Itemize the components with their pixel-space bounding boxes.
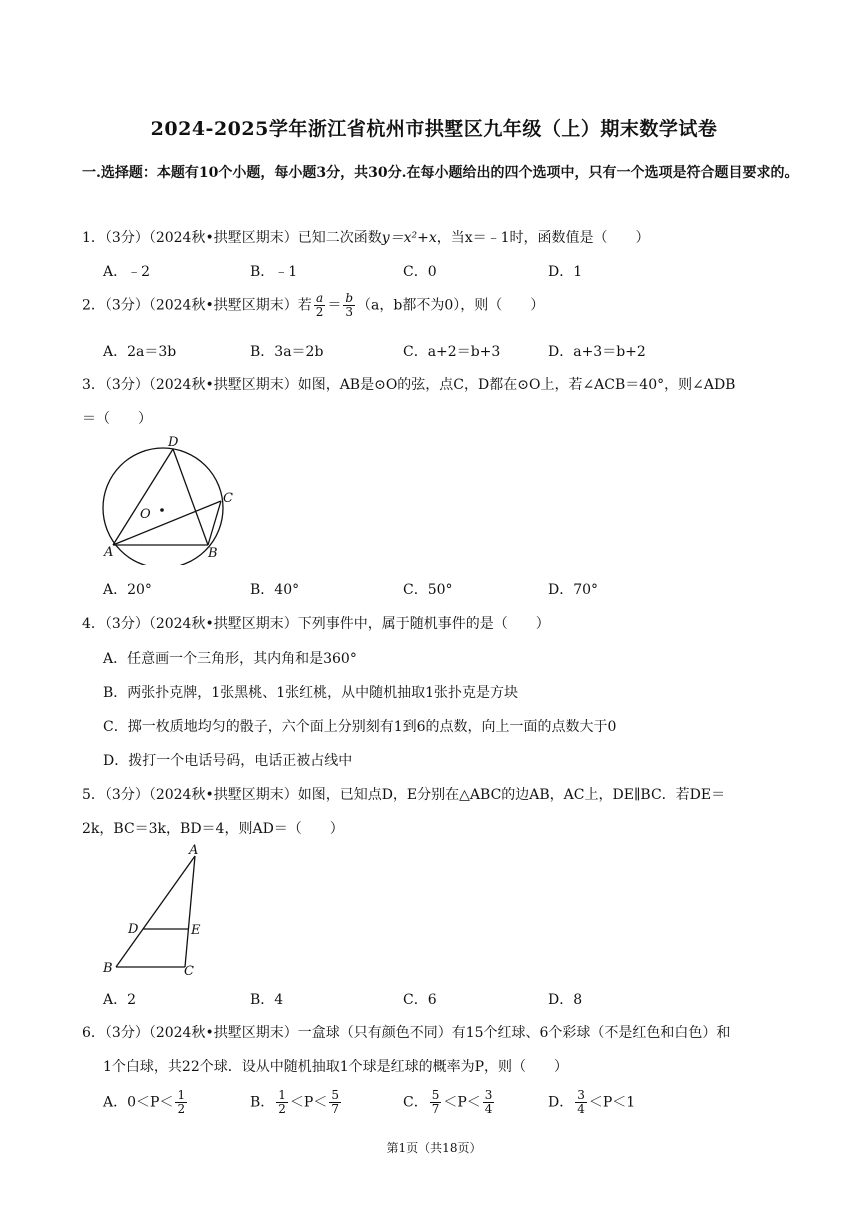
option-label: C． xyxy=(403,1094,428,1111)
question-5-option-d: D．8 xyxy=(548,992,583,1008)
question-5-option-a: A．2 xyxy=(103,992,137,1008)
label-b: B xyxy=(103,961,113,976)
option-inequality: ＜P＜ xyxy=(289,1094,328,1111)
fraction-denominator: 4 xyxy=(577,1102,585,1116)
page-title: 2024-2025学年浙江省杭州市拱墅区九年级（上）期末数学试卷 xyxy=(150,118,718,140)
question-2-fraction-b xyxy=(343,292,355,319)
fraction-denominator: 4 xyxy=(484,1102,493,1116)
option-fraction xyxy=(175,1089,187,1116)
question-4-option-c: C．掷一枚质地均匀的骰子，六个面上分别刻有1到6的点数，向上一面的点数大于0 xyxy=(103,719,617,735)
question-6-option-b xyxy=(250,1089,343,1116)
question-3-option-c: C．50° xyxy=(403,582,453,598)
question-6-option-c xyxy=(403,1089,496,1116)
question-2-option-d: D．a+3＝b+2 xyxy=(548,344,646,360)
option-fraction-right xyxy=(483,1089,495,1116)
question-5-stem-line1: 5．（3分）（2024秋•拱墅区期末）如图，已知点D，E分别在△ABC的边AB，AC上，DE∥BC．若DE＝ xyxy=(82,787,726,803)
question-5-stem-line2: 2k，BC＝3k，BD＝4，则AD＝（ ） xyxy=(82,821,344,837)
fraction-numerator: a xyxy=(314,292,326,306)
question-4-stem: 4．（3分）（2024秋•拱墅区期末）下列事件中，属于随机事件的是（ ） xyxy=(82,616,550,632)
option-fraction-left xyxy=(430,1089,442,1116)
question-2-suffix: （a，b都不为0），则（ ） xyxy=(357,297,545,314)
fraction-numerator: 1 xyxy=(278,1088,286,1102)
question-3-stem-line2: ＝（ ） xyxy=(82,411,152,427)
question-1-option-a: A．﹣2 xyxy=(103,264,151,280)
fraction-denominator: 2 xyxy=(315,305,324,319)
fraction-denominator: 2 xyxy=(278,1102,286,1116)
center-point xyxy=(160,508,164,512)
option-label: D． xyxy=(548,1094,574,1111)
fraction-denominator: 7 xyxy=(331,1102,339,1116)
label-a: A xyxy=(189,843,199,858)
label-d: D xyxy=(168,435,179,450)
question-5-option-b: B．4 xyxy=(250,992,284,1008)
question-6-stem-line2: 1个白球，共22个球．设从中随机抽取1个球是红球的概率为P，则（ ） xyxy=(103,1059,569,1075)
question-3-circle-figure xyxy=(98,430,248,565)
question-3-stem-line1: 3．（3分）（2024秋•拱墅区期末）如图，AB是⊙O的弦，点C，D都在⊙O上，若∠ACB＝40°，则∠ADB xyxy=(82,377,736,393)
question-4-option-a: A．任意画一个三角形，其内角和是360° xyxy=(103,651,357,667)
label-b: B xyxy=(208,546,218,561)
question-1-math: y＝x²+x xyxy=(381,230,437,246)
fraction-denominator: 2 xyxy=(177,1102,186,1116)
option-label: A． xyxy=(103,1094,128,1111)
section-heading: 一.选择题：本题有10个小题，每小题3分，共30分.在每小题给出的四个选项中，只有一个选项是符合题目要求的。 xyxy=(82,165,799,181)
question-2-prefix: 2．（3分）（2024秋•拱墅区期末）若 xyxy=(82,297,312,314)
fraction-numerator: 3 xyxy=(484,1088,493,1102)
option-fraction-right xyxy=(329,1089,341,1116)
label-c: C xyxy=(223,491,233,506)
question-4-option-d: D．拨打一个电话号码，电话正被占线中 xyxy=(103,753,353,769)
question-5-triangle-figure xyxy=(98,840,218,980)
question-2-stem xyxy=(82,292,544,319)
question-1-option-d: D．1 xyxy=(548,264,583,280)
question-3-option-b: B．40° xyxy=(250,582,300,598)
equals-sign: ＝ xyxy=(327,297,342,314)
label-o: O xyxy=(140,507,151,522)
question-3-option-a: A．20° xyxy=(103,582,152,598)
fraction-denominator: 7 xyxy=(431,1102,440,1116)
fraction-numerator: 5 xyxy=(331,1088,339,1102)
question-1-option-b: B．﹣1 xyxy=(250,264,298,280)
option-inequality: 0＜P＜ xyxy=(127,1094,174,1111)
page-footer: 第1页（共18页） xyxy=(386,1141,482,1155)
question-2-option-a: A．2a＝3b xyxy=(103,344,177,360)
fraction-numerator: b xyxy=(345,291,354,305)
question-4-option-b: B．两张扑克牌，1张黑桃、1张红桃，从中随机抽取1张扑克是方块 xyxy=(103,685,519,701)
question-2-option-c: C．a+2＝b+3 xyxy=(403,344,501,360)
question-6-option-d xyxy=(548,1089,635,1116)
question-1-option-c: C．0 xyxy=(403,264,437,280)
question-6-stem-line1: 6．（3分）（2024秋•拱墅区期末）一盒球（只有颜色不同）有15个红球、6个彩球（不是红色和白色）和 xyxy=(82,1025,731,1041)
fraction-numerator: 3 xyxy=(577,1088,585,1102)
question-1-stem xyxy=(82,227,650,247)
option-label: B． xyxy=(250,1094,275,1111)
fraction-numerator: 5 xyxy=(431,1088,440,1102)
side-ac xyxy=(185,856,195,967)
label-a: A xyxy=(104,545,114,560)
fraction-denominator: 3 xyxy=(345,305,353,319)
option-inequality: ＜P＜1 xyxy=(588,1094,636,1111)
question-3-option-d: D．70° xyxy=(548,582,599,598)
option-inequality: ＜P＜ xyxy=(443,1094,481,1111)
question-6-option-a xyxy=(103,1089,189,1116)
segment-ac xyxy=(113,501,221,545)
question-1-suffix: ，当x＝﹣1时，函数值是（ ） xyxy=(436,230,650,246)
question-1-prefix: 1．（3分）（2024秋•拱墅区期末）已知二次函数 xyxy=(82,230,382,246)
question-5-option-c: C．6 xyxy=(403,992,437,1008)
label-c: C xyxy=(184,964,194,979)
fraction-numerator: 1 xyxy=(177,1088,186,1102)
question-2-option-b: B．3a＝2b xyxy=(250,344,324,360)
label-e: E xyxy=(191,923,201,938)
side-ab xyxy=(116,856,195,967)
question-2-fraction-a xyxy=(314,292,326,319)
option-fraction-left xyxy=(276,1089,288,1116)
label-d: D xyxy=(128,922,139,937)
option-fraction-left xyxy=(575,1089,587,1116)
